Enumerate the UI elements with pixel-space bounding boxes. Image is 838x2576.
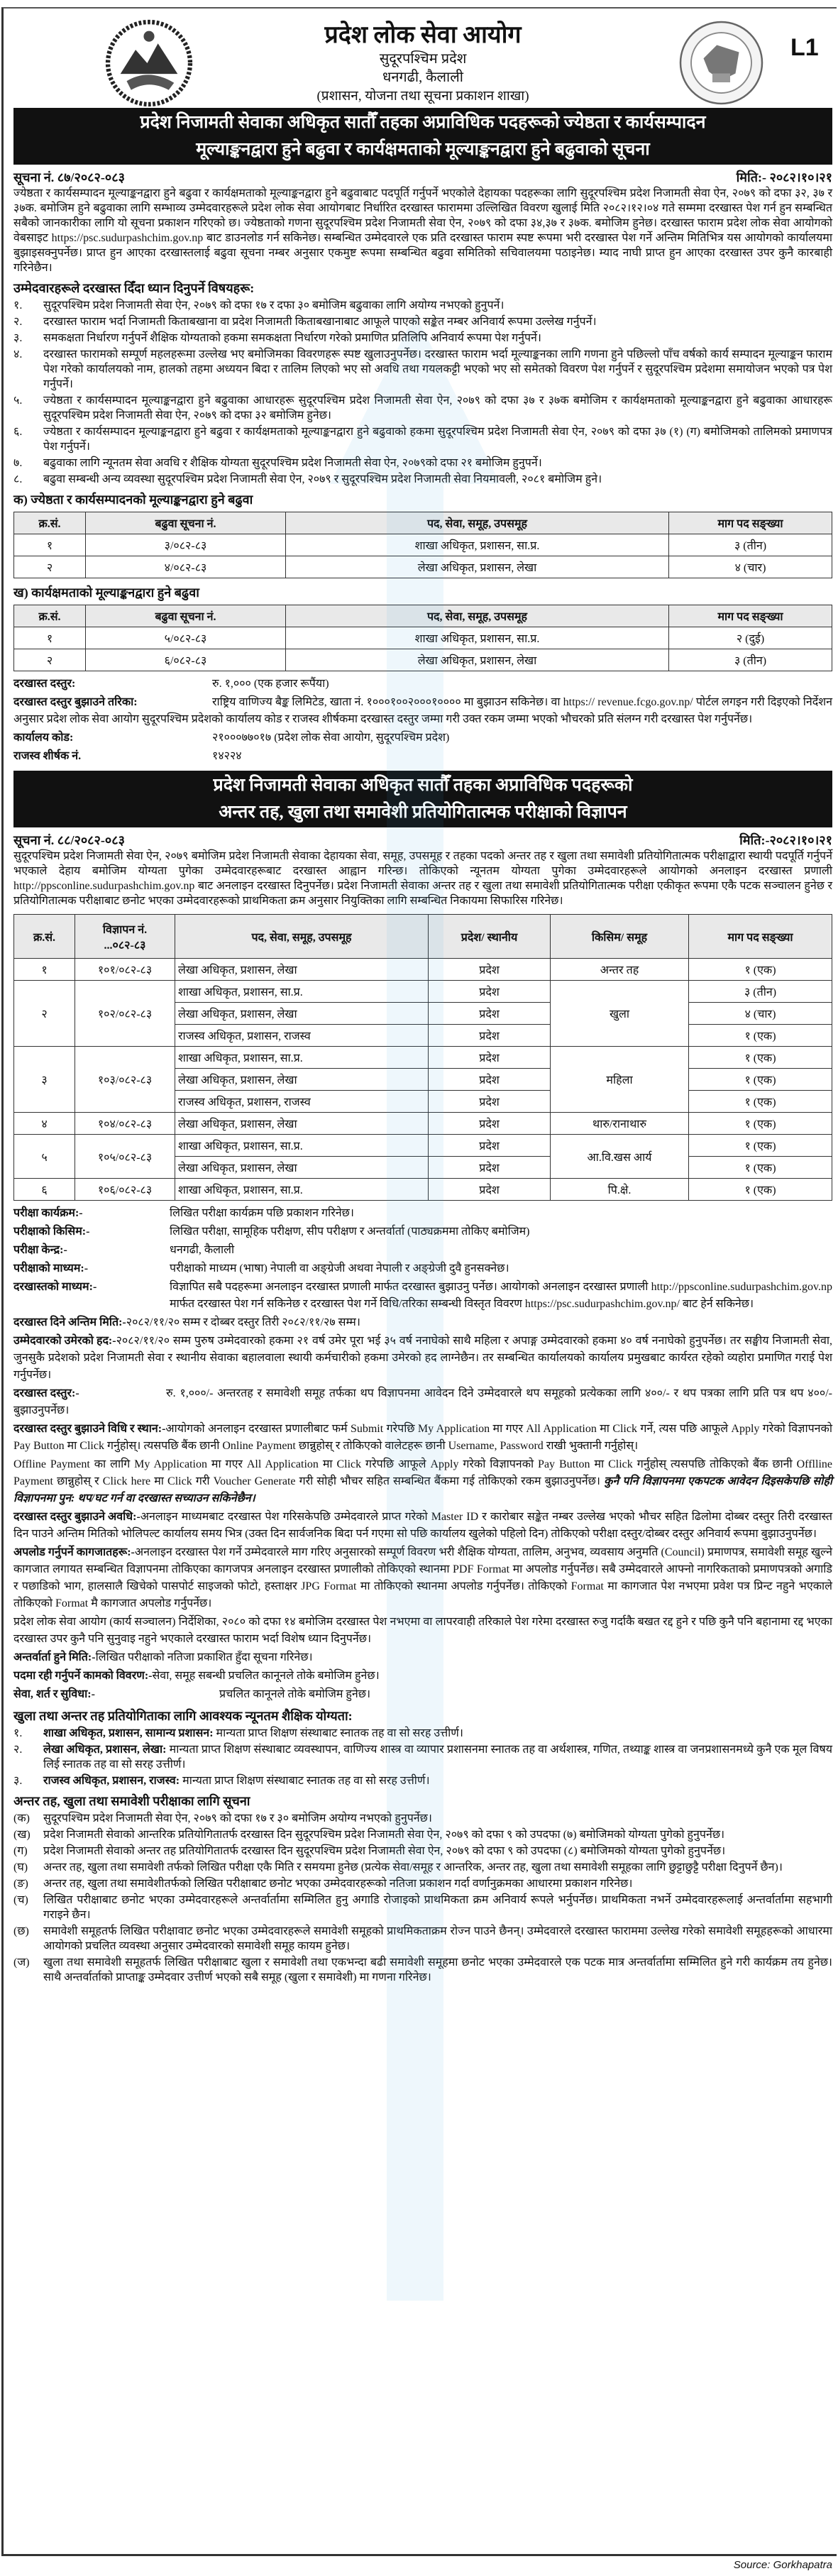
field-label: दरखास्त दस्तुर:-	[13, 1387, 79, 1399]
count-cell: १ (एक)	[689, 1135, 832, 1157]
column-header: माग पद सङ्ख्या	[669, 605, 832, 627]
table-cell: शाखा अधिकृत, प्रशासन, सा.प्र.	[286, 627, 669, 649]
note-item	[13, 1924, 832, 1954]
field-value: अनलाइन माध्यमबाट दरखास्त पेश गरिसकेपछि उम्मेदवारले प्राप्त गरेको Master ID र कारोबार सङ्केत नम्बर उल्लेख भएको भौचर सहित ढिलोमा दोब्बर दस्तुर तिरी दरखास्त दिन पाउने अन्तिम मितिको भोलिपल्ट कार्यालय समय भित्र (उक्त दिन सार्वजनिक बिदा पर्न गएमा सो पछि कार्यालय खुलेको पहिलो दिन) तोकिएको परीक्षा दस्तुर/दोब्बर दस्तुर अनिवार्य रूपमा बुझाउनुपर्नेछ।	[13, 1511, 832, 1540]
post-name: राजस्व अधिकृत, प्रशासन, राजस्व:	[43, 1775, 180, 1787]
notice-page	[1, 7, 837, 2556]
table-cell: लेखा अधिकृत, प्रशासन, लेखा	[286, 556, 669, 578]
exam-field	[13, 1279, 832, 1313]
post-cell: लेखा अधिकृत, प्रशासन, लेखा	[175, 1069, 429, 1091]
count-cell: १ (एक)	[689, 959, 832, 981]
field-value: परीक्षाको माध्यम (भाषा) नेपाली वा अङ्ग्रेजी अथवा नेपाली र अङ्ग्रेजी दुवै हुनसक्नेछ।	[170, 1262, 509, 1275]
qualification-item	[13, 1726, 832, 1741]
post-cell: शाखा अधिकृत, प्रशासन, सा.प्र.	[175, 1179, 429, 1201]
serial-cell: २	[14, 981, 75, 1047]
serial-cell: ६	[14, 1179, 75, 1201]
count-cell: ३ (तीन)	[689, 981, 832, 1003]
field-value: Offline Payment का लागि My Application मा गएर All Application मा Click गरेपछि आफूले Apply गरेको विज्ञापनको Pay Button मा Click गर्नुहोस् त्यसपछि तोकिएको बैंक छानी Offlline Payment छान्नुहोस् र Click here मा Click गरी Voucher Generate गरी सोही भौचर सहित सम्बन्धित बैंकमा गई तोकिएको रकम बुझाउनुपर्नेछ।	[13, 1458, 832, 1487]
advertisement-number-cell: १०२/०८२-८३	[75, 981, 175, 1047]
serial-cell: १	[14, 959, 75, 981]
level-cell: प्रदेश	[429, 1047, 551, 1069]
fee-details	[13, 676, 832, 765]
instructions-list	[13, 298, 832, 487]
post-cell: राजस्व अधिकृत, प्रशासन, राजस्व	[175, 1091, 429, 1113]
province-name: सुदूरपश्चिम प्रदेश	[379, 51, 467, 67]
nepal-emblem-icon	[104, 18, 194, 108]
field-value: सेवा, समूह सबन्धी प्रचलित कानूनले तोके बमोजिम हुनेछ।	[152, 1670, 380, 1682]
col-post: पद, सेवा, समूह, उपसमूह	[175, 915, 429, 959]
header	[13, 9, 832, 108]
notice-date: मिति:- २०८२।१०।२१	[736, 170, 832, 185]
serial-cell: ५	[14, 1135, 75, 1179]
exam-field	[13, 1614, 832, 1648]
table-row	[14, 556, 832, 578]
item-number: ४.	[13, 348, 23, 360]
field-label: अपलोड गर्नुपर्ने कागजातहरू:-	[13, 1546, 135, 1558]
banner-line: प्रदेश निजामती सेवाका अधिकृत सातौँ तहका अप्राविधिक पदहरूको ज्येष्ठता र कार्यसम्पादन	[140, 113, 706, 132]
level-cell: प्रदेश	[429, 1091, 551, 1113]
table-cell: ३ (तीन)	[669, 649, 832, 671]
post-name: लेखा अधिकृत, प्रशासन, लेखा:	[43, 1744, 167, 1756]
item-text: बढुवाका लागि न्यूनतम सेवा अवधि र शैक्षिक योग्यता सुदूरपश्चिम प्रदेश निजामती सेवा ऐन, २०७९को दफा २१ बमोजिम हुनुपर्ने।	[43, 457, 542, 469]
notes-title: अन्तर तह, खुला तथा समावेशी परीक्षाका लागि सूचना	[13, 1794, 250, 1808]
field-label: राजस्व शीर्षक नं.	[13, 750, 82, 762]
vacancy-table	[13, 914, 832, 1201]
warning-text: कुनै पनि विज्ञापनमा एकपटक आवेदन दिइसकेपछि सोही विज्ञापनमा पुन: थप/घट गर्न वा दरखास्त सच्याउन सकिनेछैन।	[13, 1475, 833, 1504]
field-label: दरखास्त दस्तुर बुझाउने विधि र स्थान:-	[13, 1423, 166, 1435]
field-value: अनलाइन दरखास्त पेश गर्ने उम्मेदवारले माग गरिए अनुसारको सम्पूर्ण विवरण भरी शैक्षिक योग्यता, तालिम, अनुभव, व्यवसाय अनुमति (Council) प्रमाणपत्र, समावेशी समूह खुल्ने कागजात लगायत सम्बन्धित विज्ञापनमा तोकिएका कागजपत्र अनलाइन दरखास्त प्रणालीको तोकिएको स्थानमा PDF Format मा अपलोड गर्नुपर्नेछ। सबै उम्मेदवारले आफ्नो नागरिकताको प्रमाणपत्रको अगाडि र पछाडिको भाग, हालसालै खिचेको पासपोर्ट साइजको फोटो, हस्ताक्षर JPG Format मा तोकिएको स्थानमा अपलोड गर्नुपर्नेछ। तोकिएको Format मा कागजात पेश नभएमा प्रवेश पत्र प्रिन्ट नहुने भएकाले तोकिएको Format मै कागजात अपलोड गर्नुपर्नेछ।	[13, 1546, 832, 1609]
fee-field	[13, 676, 832, 693]
item-number: (घ)	[13, 1861, 28, 1873]
post-name: शाखा अधिकृत, प्रशासन, सामान्य प्रशासन:	[43, 1727, 214, 1739]
table-cell: शाखा अधिकृत, प्रशासन, सा.प्र.	[286, 534, 669, 556]
promotion-table-a	[13, 512, 832, 578]
serial-cell: ३	[14, 1047, 75, 1113]
item-text: समकक्षता निर्धारण गर्नुपर्ने शैक्षिक योग्यताको हकमा समकक्षता निर्धारण गरेको प्रमाणित प्रतिलिपि अनिवार्य रूपमा पेश गर्नुपर्ने।	[43, 332, 542, 344]
fee-field	[13, 694, 832, 728]
exam-field	[13, 1421, 832, 1455]
item-text: दरखास्त फारामको सम्पूर्ण महलहरूमा उल्लेख भए बमोजिमका विवरणहरू स्पष्ट खुलाउनुपर्नेछ। दरखास्त फाराम भर्दा मूल्याङ्कनका लागि गणना हुने पछिल्लो पाँच वर्षको कार्य सम्पादन मूल्याङ्कन फाराम पेश गरेको कार्यालयको नाम, हालको तहमा अध्ययन बिदा र तालिम लिएको भए सो अवधि तथा गयलकट्टी भएको भए सो समेतको विवरण पेश गर्नुपर्ने र सुदूरपश्चिम प्रदेशमा समायोजन भएको पत्र पेश गर्नुपर्ने।	[43, 348, 832, 390]
col-adv-no-label: विज्ञापन नं.	[102, 923, 148, 936]
instruction-item	[13, 331, 832, 346]
field-label: उम्मेदवारको उमेरको हद:-	[13, 1335, 116, 1347]
table-row	[14, 959, 832, 981]
field-label: कार्यालय कोड:	[13, 732, 74, 744]
note-item	[13, 1827, 832, 1842]
qualification-item	[13, 1773, 832, 1788]
table-row	[14, 1113, 832, 1135]
table-cell: २	[14, 649, 86, 671]
field-label: परीक्षा केन्द्र:-	[13, 1244, 67, 1256]
note-item	[13, 1844, 832, 1859]
item-number: (ख)	[13, 1829, 31, 1841]
col-adv-no-suffix: ...०८२-८३	[104, 939, 146, 952]
item-number: ३.	[13, 1775, 23, 1787]
advertisement-number-cell: १०१/०८२-८३	[75, 959, 175, 981]
banner-line: अन्तर तह, खुला तथा समावेशी प्रतियोगितात्मक परीक्षाको विज्ञापन	[219, 803, 627, 822]
table-row	[14, 649, 832, 671]
instruction-item	[13, 472, 832, 487]
post-cell: लेखा अधिकृत, प्रशासन, लेखा	[175, 959, 429, 981]
office-location: धनगढी, कैलाली	[382, 70, 463, 85]
note-text: प्रदेश निजामती सेवाको आन्तरिक प्रतियोगितातर्फ दरखास्त दिन सुदूरपश्चिम प्रदेश निजामती सेवा ऐन, २०७९ को दफा ९ को उपदफा (७) बमोजिमको योग्यता पुगेको हुनुपर्नेछ।	[43, 1829, 725, 1841]
exam-field	[13, 1314, 832, 1331]
field-label: सेवा, शर्त र सुविधा:-	[13, 1688, 95, 1700]
table-row	[14, 1179, 832, 1201]
branch-name: (प्रशासन, योजना तथा सूचना प्रकाशन शाखा)	[316, 89, 529, 104]
post-cell: शाखा अधिकृत, प्रशासन, सा.प्र.	[175, 981, 429, 1003]
instruction-item	[13, 424, 832, 454]
level-cell: प्रदेश	[429, 1135, 551, 1157]
table-a-title: क) ज्येष्ठता र कार्यसम्पादनको मूल्याङ्कनद्वारा हुने बढुवा	[13, 492, 253, 507]
count-cell: १ (एक)	[689, 1157, 832, 1179]
qualifications-title: खुला तथा अन्तर तह प्रतियोगिताका लागि आवश्यक न्यूनतम शैक्षिक योग्यता:	[13, 1709, 353, 1723]
note-item	[13, 1955, 832, 1985]
note-text: समावेशी समूहतर्फ लिखित परीक्षावाट छनोट भएका उम्मेदवारहरूले समावेशी समूहको प्राथमिकताक्रम रोज्न पाउने छैनन्। उम्मेदवारले दरखास्त फाराममा उल्लेख गरेको समावेशी समूहहरूको आधारमा आयोगको प्रचलित व्यवस्था अनुसार उम्मेदवारको समावेशी समूह कायम हुनेछ।	[43, 1925, 832, 1952]
table-row	[14, 981, 832, 1003]
item-number: ५.	[13, 395, 23, 407]
table-row	[14, 1135, 832, 1157]
table-cell: ३/०८२-८३	[86, 534, 286, 556]
requirement: मान्यता प्राप्त शिक्षण संस्थाबाट स्नातक तह वा सो सरह उत्तीर्ण।	[216, 1727, 463, 1739]
column-header: क्र.सं.	[14, 512, 86, 534]
count-cell: १ (एक)	[689, 1179, 832, 1201]
note-text: अन्तर तह, खुला तथा समावेशी तर्फको लिखित परीक्षा एकै मिति र समयमा हुनेछ (प्रत्येक सेवा/समूह र आन्तरिक, अन्तर तह, खुला तथा समावेशी समूहका लागि छुट्टाछुट्टै परीक्षा दिनुपर्ने छैन)।	[43, 1861, 783, 1873]
exam-field	[13, 1260, 832, 1277]
column-header: बढुवा सूचना नं.	[86, 512, 286, 534]
instruction-item	[13, 456, 832, 470]
item-text: ज्येष्ठता र कार्यसम्पादन मूल्याङ्कनद्वारा हुने बढुवाका आधारहरू सुदूरपश्चिम प्रदेश निजामती सेवा ऐन, २०७९ को दफा ३७ र ३७क बमोजिम र कार्यक्षमताको मूल्याङ्कनद्वारा हुने बढुवाका आधारहरू सुदूरपश्चिम प्रदेश निजामती सेवा ऐन, २०७९ को दफा ३२ बमोजिम हुनेछ।	[43, 395, 832, 422]
note-item	[13, 1893, 832, 1922]
commission-seal-icon	[677, 18, 766, 107]
col-category: किसिम/ समूह	[551, 915, 689, 959]
column-header: पद, सेवा, समूह, उपसमूह	[286, 512, 669, 534]
advertisement-number-cell: १०३/०८२-८३	[75, 1047, 175, 1113]
notice2-banner	[13, 771, 832, 827]
level-cell: प्रदेश	[429, 1025, 551, 1047]
exam-field	[13, 1333, 832, 1384]
table-cell: ५/०८२-८३	[86, 627, 286, 649]
qualification-text	[43, 1726, 463, 1741]
item-number: (ग)	[13, 1845, 28, 1857]
exam-field	[13, 1509, 832, 1543]
count-cell: १ (एक)	[689, 1025, 832, 1047]
field-value: २०८२/११/२० सम्म र दोब्बर दस्तुर तिरी २०८२/११/२७ सम्म।	[126, 1316, 360, 1328]
advertisement-number-cell: १०४/०८२-८३	[75, 1113, 175, 1135]
item-text: दरखास्त फाराम भर्दा निजामती किताबखाना वा प्रदेश निजामती किताबखानाबाट आफूले पाएको सङ्केत नम्बर अनिवार्य रूपमा उल्लेख गर्नुपर्ने।	[43, 316, 597, 328]
item-text: बढुवा सम्बन्धी अन्य व्यवस्था सुदूरपश्चिम प्रदेश निजामती सेवा ऐन, २०७९ र सुदूरपश्चिम प्रदेश निजामती सेवा नियमावली, २०८१ बमोजिम हुने।	[43, 473, 602, 485]
item-number: (ङ)	[13, 1878, 28, 1890]
level-cell: प्रदेश	[429, 959, 551, 981]
note-text: अन्तर तह, खुला तथा समावेशीतर्फको लिखित परीक्षाबाट छनोट भएका उम्मेदवारहरूको नतिजा प्रकाशन गर्दा वर्णानुक्रमका आधारमा प्रकाशन गरिनेछ।	[43, 1878, 633, 1890]
item-text: सुदूरपश्चिम प्रदेश निजामती सेवा ऐन, २०७९ को दफा १७ र दफा ३० बमोजिम बढुवाका लागि अयोग्य नभएको हुनुपर्ने।	[43, 299, 505, 312]
notice-date: मिति:-२०८२।१०।२१	[739, 833, 832, 847]
field-value: २१०००७७०१७ (प्रदेश लोक सेवा आयोग, सुदूरपश्चिम प्रदेश)	[212, 732, 450, 744]
table-row	[14, 627, 832, 649]
notice2-meta	[13, 832, 832, 849]
table-cell: २	[14, 556, 86, 578]
table-b-title: ख) कार्यक्षमताको मूल्याङ्कनद्वारा हुने बढुवा	[13, 585, 199, 600]
notice1-body: ज्येष्ठता र कार्यसम्पादन मूल्याङ्कनद्वारा हुने बढुवा र कार्यक्षमताको मूल्याङ्कनद्वारा हुने बढुवाबाट पदपूर्ति गर्नुपर्ने भएकोले देहायका पदहरूका लागि सुदूरपश्चिम प्रदेश निजामती सेवा ऐन, २०७९ को दफा ३२, ३७ र ३७क. बमोजिम हुने बढुवाका लागि सम्भाव्य उम्मेदवारहरूले प्रदेश लोक सेवा आयोगबाट निर्धारित दरखास्त फाराममा उल्लिखित विवरण खुलाई मिति २०८२।१२।०४ गते सम्ममा दरखास्त पेश गर्न हुन सम्बन्धित सबैको जानकारीका लागि यो सूचना प्रकाशन गरिएको छ। ज्येष्ठताको गणना सुदूरपश्चिम प्रदेश निजामती सेवा ऐन, २०७९ को दफा ३४,३७ र ३७क. बमोजिम हुनेछ। दरखास्त फाराम प्रदेश लोक सेवा आयोगको वेबसाइट https://psc.sudurpashchim.gov.np बाट डाउनलोड गर्न सकिनेछ। सम्बन्धित उम्मेदवारले एक प्रति दरखास्त फाराम स्पष्ट रूपमा भरी दरखास्त पेश गर्ने अन्तिम मितिभित्र यस आयोगको कार्यालयमा बुझाइसक्नुपर्नेछ। प्राप्त हुन आएका दरखास्तलाई बढुवा सूचना नम्बर अनुसार एकमुष्ट रूपमा सम्बन्धित बढुवा समितिको सचिवालयमा पठाइनेछ। म्याद नाघी प्राप्त हुन आएका दरखास्त उपर कुनै कारबाही गरिनेछैन।	[13, 187, 832, 274]
table-cell: ४ (चार)	[669, 556, 832, 578]
post-cell: लेखा अधिकृत, प्रशासन, लेखा	[175, 1157, 429, 1179]
count-cell: १ (एक)	[689, 1091, 832, 1113]
qualification-text	[43, 1773, 430, 1788]
count-cell: ४ (चार)	[689, 1003, 832, 1025]
field-value: रु. १,०००/- अन्तरतह र समावेशी समूह तर्फका थप विज्ञापनमा आवेदन दिने उम्मेदवारले थप समूहको प्रत्येकका लागि ४००/- र थप पत्रका लागि प्रति पत्र थप ४००/- बुझाउनुपर्नेछ।	[13, 1387, 832, 1416]
category-cell: आ.वि.खस आर्य	[551, 1135, 689, 1179]
category-cell: पि.क्षे.	[551, 1179, 689, 1201]
field-label: दरखास्त दस्तुर बुझाउने अवधि:-	[13, 1511, 140, 1523]
exam-field	[13, 1649, 832, 1666]
field-label: परीक्षाको माध्यम:-	[13, 1262, 89, 1275]
note-text: सुदूरपश्चिम प्रदेश निजामती सेवा ऐन, २०७९ को दफा १७ र ३० बमोजिम अयोग्य नभएको हुनुपर्नेछ।	[43, 1812, 432, 1824]
field-value: लिखित परीक्षा कार्यक्रम पछि प्रकाशन गरिनेछ।	[170, 1207, 354, 1219]
category-cell: अन्तर तह	[551, 959, 689, 981]
requirement: मान्यता प्राप्त शिक्षण संस्थाबाट व्यवस्थापन, वाणिज्य शास्त्र वा व्यापार प्रशासनमा स्नातक तह वा अर्थशास्त्र, गणित, तथ्याङ्क शास्त्र वा जनप्रशासनमध्ये कुनै एक मूल विषय लिई स्नातक तह वा सो सरह उत्तीर्ण।	[43, 1744, 833, 1771]
post-cell: लेखा अधिकृत, प्रशासन, लेखा	[175, 1113, 429, 1135]
col-count: माग पद सङ्ख्या	[689, 915, 832, 959]
notice1-banner	[13, 108, 832, 165]
count-cell: १ (एक)	[689, 1069, 832, 1091]
field-value: रु. १,००० (एक हजार रूपैंया)	[212, 678, 329, 690]
field-value: राष्ट्रिय वाणिज्य बैङ्क लिमिटेड, खाता नं. १०००१००२०००१०००० मा बुझाउन सकिनेछ। वा https:// revenue.fcgo.gov.np/ पोर्टल लगइन गरी दिइएको निर्देशन अनुसार प्रदेश लोक सेवा आयोग सुदूरपश्चिम प्रदेशको कार्यालय कोड र राजस्व शीर्षकमा दरखास्त दस्तुर जम्मा गरी उक्त रकम जम्मा भएको भौचरको प्रति संलग्न गरी दरखास्त पेश गर्नुपर्नेछ।	[13, 696, 832, 725]
exam-field	[13, 1223, 832, 1240]
table-cell: लेखा अधिकृत, प्रशासन, लेखा	[286, 649, 669, 671]
level-cell: प्रदेश	[429, 981, 551, 1003]
note-item	[13, 1860, 832, 1875]
note-item	[13, 1876, 832, 1891]
item-number: (क)	[13, 1812, 30, 1824]
page-badge: L1	[790, 34, 819, 61]
promotion-table-b	[13, 605, 832, 671]
field-value: आयोगको अनलाइन दरखास्त प्रणालीबाट फर्म Submit गरेपछि My Application मा गएर All Application मा Click गर्ने, त्यस पछि आफूले Apply गरेको विज्ञापनको Pay Button मा Click गर्नुहोस्। त्यसपछि बैंक छानी Online Payment छान्नुहोस् र तोकिएको वालेटहरू छानी Username, Password राखी भुक्तानी गर्नुहोस्।	[13, 1423, 832, 1452]
note-item	[13, 1811, 832, 1826]
item-text: ज्येष्ठता र कार्यसम्पादन मूल्याङ्कनद्वारा हुने बढुवा र कार्यक्षमताको मूल्याङ्कनद्वारा हुने बढुवाको हकमा सुदूरपश्चिम प्रदेश निजामती सेवा ऐन, २०७९ को दफा ३७ (१) (ग) बमोजिमको तालिमको प्रमाणपत्र पेश गर्नुपर्ने।	[43, 426, 832, 453]
item-number: (ज)	[13, 1956, 30, 1969]
exam-field	[13, 1668, 832, 1685]
field-label: दरखास्त दस्तुर:	[13, 678, 76, 690]
fee-field	[13, 748, 832, 765]
table-cell: ३ (तीन)	[669, 534, 832, 556]
field-label: दरखास्त दिने अन्तिम मिति:-	[13, 1316, 126, 1328]
col-adv-no	[75, 915, 175, 959]
table-cell: १	[14, 627, 86, 649]
field-label: परीक्षा कार्यक्रम:-	[13, 1207, 83, 1219]
post-cell: शाखा अधिकृत, प्रशासन, सा.प्र.	[175, 1047, 429, 1069]
field-value: १४२२४	[212, 750, 242, 762]
qualification-text	[43, 1742, 832, 1772]
exam-field	[13, 1544, 832, 1612]
count-cell: १ (एक)	[689, 1047, 832, 1069]
notice-number: सूचना नं. ८८/२०८२-०८३	[13, 833, 125, 847]
advertisement-number-cell: १०५/०८२-८३	[75, 1135, 175, 1179]
instruction-item	[13, 298, 832, 313]
column-header: पद, सेवा, समूह, उपसमूह	[286, 605, 669, 627]
level-cell: प्रदेश	[429, 1157, 551, 1179]
instruction-item	[13, 314, 832, 329]
notice-number: सूचना नं. ८७/२०८२-०८३	[13, 170, 125, 185]
exam-field	[13, 1242, 832, 1259]
commission-title: प्रदेश लोक सेवा आयोग	[324, 22, 522, 48]
item-number: १.	[13, 1727, 23, 1739]
banner-line: मूल्याङ्कनद्वारा हुने बढुवा र कार्यक्षमताको मूल्याङ्कनद्वारा हुने बढुवाको सूचना	[196, 140, 650, 159]
table-cell: ६/०८२-८३	[86, 649, 286, 671]
item-number: २.	[13, 1744, 23, 1756]
serial-cell: ४	[14, 1113, 75, 1135]
table-row	[14, 534, 832, 556]
field-value: धनगढी, कैलाली	[170, 1244, 235, 1256]
table-cell: ४/०८२-८३	[86, 556, 286, 578]
field-value: लिखित परीक्षा, सामूहिक परीक्षण, सीप परीक्षण र अन्तर्वार्ता (पाठ्यक्रममा तोकिए बमोजिम)	[170, 1226, 530, 1238]
item-number: ३.	[13, 332, 23, 344]
col-sn: क्र.सं.	[14, 915, 75, 959]
exam-field	[13, 1456, 832, 1507]
item-number: (च)	[13, 1894, 28, 1906]
banner-line: प्रदेश निजामती सेवाका अधिकृत सातौँ तहका अप्राविधिक पदहरूको	[213, 776, 633, 795]
qualification-item	[13, 1742, 832, 1772]
exam-field	[13, 1385, 832, 1419]
instructions-title: उम्मेदवारहरूले दरखास्त दिँदा ध्यान दिनुपर्ने विषयहरू:	[13, 281, 255, 295]
category-cell: महिला	[551, 1047, 689, 1113]
field-value: २०८२/११/२० सम्म पुरुष उम्मेदवारको हकमा २१ वर्ष उमेर पूरा भई ३५ वर्ष ननाघेको साथै महिला र अपाङ्ग उम्मेदवारको हकमा ४० वर्ष ननाघेको हुनुपर्नेछ। तर सङ्घीय निजामती सेवा, जुनसुकै प्रदेशको प्रदेश निजामती सेवा र स्थानीय सेवाका बहालवाला स्थायी कर्मचारीको हकमा उमेरको हद लाग्नेछैन। तर सम्बन्धित कार्यालयको कार्यालय प्रमुखबाट कार्यरत रहेको व्यहोरा प्रमाणित गराई पेश गर्नुपर्नेछ।	[13, 1335, 832, 1381]
column-header: बढुवा सूचना नं.	[86, 605, 286, 627]
field-value: प्रदेश लोक सेवा आयोग (कार्य सञ्चालन) निर्देशिका, २०८० को दफा १४ बमोजिम दरखास्त पेश नभएमा वा लापरवाही तरिकाले पेश गरेमा दरखास्त रुजु गर्दाकै बखत रद्द हुने र पछि कुनै पनि बहानामा रद्द भएका दरखास्त उपर कुनै पनि सुनुवाइ नहुने भएकाले दरखास्त फाराम भर्दा विशेष ध्यान दिनुपर्नेछ।	[13, 1616, 832, 1645]
source-credit: Source: Gorkhapatra	[733, 2559, 832, 2571]
qualifications-list	[13, 1726, 832, 1788]
level-cell: प्रदेश	[429, 1113, 551, 1135]
level-cell: प्रदेश	[429, 1179, 551, 1201]
field-label: अन्तर्वार्ता हुने मिति:-	[13, 1651, 96, 1663]
item-number: १.	[13, 299, 23, 312]
fee-field	[13, 730, 832, 747]
item-number: २.	[13, 316, 23, 328]
field-label: दरखास्तको माध्यम:-	[13, 1281, 97, 1293]
field-label: परीक्षाको किसिम:-	[13, 1226, 90, 1238]
requirement: मान्यता प्राप्त शिक्षण संस्थाबाट स्नातक तह वा सो सरह उत्तीर्ण।	[182, 1775, 430, 1787]
field-label: दरखास्त दस्तुर बुझाउने तरिका:	[13, 696, 138, 708]
category-cell: खुला	[551, 981, 689, 1047]
instruction-item	[13, 347, 832, 392]
column-header: क्र.सं.	[14, 605, 86, 627]
table-cell: २ (दुई)	[669, 627, 832, 649]
post-cell: लेखा अधिकृत, प्रशासन, लेखा	[175, 1003, 429, 1025]
note-text: लिखित परीक्षाबाट छनोट भएका उम्मेदवारहरूले अन्तर्वार्तामा सम्मिलित हुनु अगाडि रोजाइको प्राथमिकता क्रम अनिवार्य रूपले भर्नुपर्नेछ। प्राथमिकता नभर्ने उम्मेदवारहरूलाई अन्तर्वार्तामा सहभागी गराइने छैन।	[43, 1894, 832, 1921]
post-cell: राजस्व अधिकृत, प्रशासन, राजस्व	[175, 1025, 429, 1047]
note-text: खुला तथा समावेशी समूहतर्फ लिखित परीक्षाबाट खुला र समावेशी तथा एकभन्दा बढी समावेशी समूहमा छनोट भएका उम्मेदवारले एक पटक मात्र अन्तर्वार्तामा सम्मिलित हुने गरी कार्यक्रम तय हुनेछ। साथै अन्तर्वार्ताको प्राप्ताङ्क उम्मेदवार उत्तीर्ण भएको सबै समूह (खुला र समावेशी) मा गणना गरिनेछ।	[43, 1956, 832, 1983]
field-value: विज्ञापित सबै पदहरूमा अनलाइन दरखास्त प्रणाली मार्फत दरखास्त बुझाउनु पर्नेछ। आयोगको अनलाइन दरखास्त प्रणाली http://ppsconline.sudurpashchim.gov.np मार्फत दरखास्त पेश गर्न सकिनेछ र दरखास्त पेश गर्ने विधि/तरिका सम्बन्धी विस्तृत विवरण https://psc.sudurpashchim.gov.np/ बाट हेर्न सकिनेछ।	[170, 1281, 832, 1310]
count-cell: १ (एक)	[689, 1113, 832, 1135]
exam-field	[13, 1205, 832, 1222]
level-cell: प्रदेश	[429, 1003, 551, 1025]
field-label: पदमा रही गर्नुपर्ने कामको विवरण:-	[13, 1670, 153, 1682]
notice1-meta	[13, 169, 832, 186]
item-number: ७.	[13, 457, 23, 469]
table-row	[14, 1047, 832, 1069]
item-number: ८.	[13, 473, 23, 485]
col-level: प्रदेश/ स्थानीय	[429, 915, 551, 959]
instruction-item	[13, 393, 832, 423]
notes-list	[13, 1811, 832, 1985]
table-cell: १	[14, 534, 86, 556]
level-cell: प्रदेश	[429, 1069, 551, 1091]
exam-field	[13, 1686, 832, 1703]
exam-details	[13, 1205, 832, 1703]
item-number: ६.	[13, 426, 23, 438]
category-cell: थारु/रानाथारु	[551, 1113, 689, 1135]
advertisement-number-cell: १०६/०८२-८३	[75, 1179, 175, 1201]
field-value: लिखित परीक्षाको नतिजा प्रकाशित हुँदा सूचना गरिनेछ।	[95, 1651, 313, 1663]
notice2-body: सुदूरपश्चिम प्रदेश निजामती सेवा ऐन, २०७९ बमोजिम प्रदेश निजामती सेवाका देहायका सेवा, समूह, उपसमूह र तहका पदको अन्तर तह र खुला तथा समावेशी प्रतियोगितात्मक परीक्षाद्वारा स्थायी पदपूर्ति गर्नुपर्ने भएकाले देहाय बमोजिम योग्यता पुगेका उम्मेदवारहरूबाट दरखास्त आह्वान गरिन्छ। तोकिएको न्यूनतम योग्यता पुगेका उम्मेदवारहरूले आयोगको अनलाइन दरखास्त प्रणाली http://ppsconline.sudurpashchim.gov.np बाट अनलाइन दरखास्त दिनुपर्नेछ। प्रदेश निजामती सेवाका अन्तर तह र खुला तथा समावेशी प्रतियोगितात्मक परीक्षा एकीकृत रूपमा एकै पटक सञ्चालन हुनेछ र प्रतियोगितात्मक परीक्षाबाट छनोट भएका उम्मेदवारहरूको प्राथमिकता क्रम अनुसार नियुक्तिका लागि सम्बन्धित निकायमा सिफारिस गरिनेछ।	[13, 850, 832, 907]
note-text: प्रदेश निजामती सेवाको अन्तर तह प्रतियोगितातर्फ दरखास्त दिन सुदूरपश्चिम प्रदेश निजामती सेवा ऐन, २०७९ को दफा ९ को उपदफा (८) बमोजिमको योग्यता पुगेको हुनुपर्नेछ।	[43, 1845, 726, 1857]
column-header: माग पद सङ्ख्या	[669, 512, 832, 534]
field-value: प्रचलित कानूनले तोके बमोजिम हुनेछ।	[219, 1688, 371, 1700]
post-cell: शाखा अधिकृत, प्रशासन, सा.प्र.	[175, 1135, 429, 1157]
item-number: (छ)	[13, 1925, 29, 1937]
